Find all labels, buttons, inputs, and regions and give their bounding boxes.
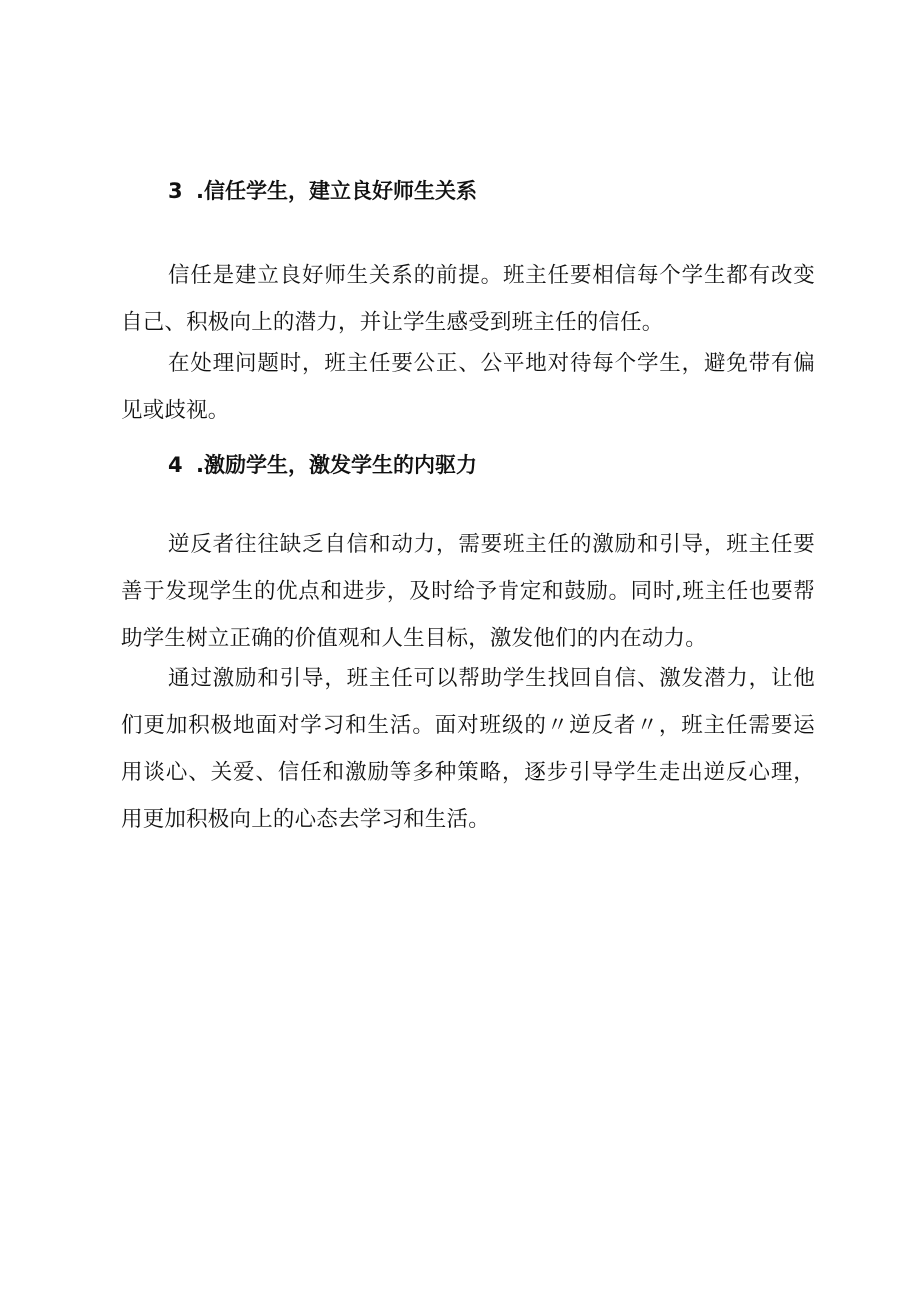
paragraph: 在处理问题时，班主任要公正、公平地对待每个学生，避免带有偏见或歧视。 — [121, 351, 815, 423]
section-title: .信任学生，建立良好师生关系 — [196, 179, 477, 203]
section-heading-4 — [168, 450, 477, 480]
section-heading-3 — [168, 176, 477, 206]
paragraph: 信任是建立良好师生关系的前提。班主任要相信每个学生都有改变自己、积极向上的潜力，并让学生感受到班主任的信任。 — [121, 263, 815, 335]
section-title: .激励学生，激发学生的内驱力 — [196, 453, 477, 477]
paragraph: 通过激励和引导，班主任可以帮助学生找回自信、激发潜力，让他们更加积极地面对学习和生活。面对班级的〃逆反者〃，班主任需要运用谈心、关爱、信任和激励等多种策略，逐步引导学生走出逆反心理，用更加积极向上的心态去学习和生活。 — [121, 666, 815, 832]
section-number: 4 — [168, 453, 183, 477]
section-number: 3 — [168, 179, 183, 203]
paragraph: 逆反者往往缺乏自信和动力，需要班主任的激励和引导，班主任要善于发现学生的优点和进步，及时给予肯定和鼓励。同时,班主任也要帮助学生树立正确的价值观和人生目标，激发他们的内在动力。 — [121, 532, 815, 651]
